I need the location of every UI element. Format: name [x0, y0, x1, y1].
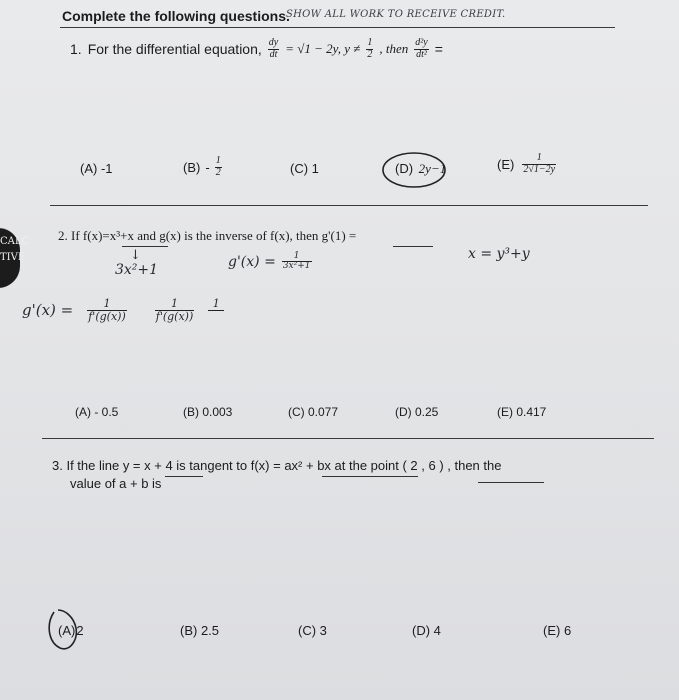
- q2-underline-f: [122, 246, 168, 247]
- q1-choice-c: (C) 1: [290, 161, 319, 176]
- q2-work-derivative: 3x²+1: [115, 262, 159, 278]
- q1-choice-e: (E) $\frac{1}{2√1-2y}$: [497, 152, 556, 175]
- q3-choice-a: (A)2: [58, 623, 84, 638]
- q1-equals: =: [434, 41, 443, 57]
- q1-answer-circle: [380, 148, 450, 190]
- q2-work-gprime: g'(x) = $\frac{1}{\text{3x²+1}}$: [228, 251, 311, 272]
- q2-choice-e: (E) 0.417: [497, 405, 547, 419]
- q3-choice-b: (B) 2.5: [180, 623, 220, 638]
- question-1-stem: For the differential equation,: [87, 41, 262, 57]
- q1-half: $\frac{1}{2}$: [367, 37, 373, 60]
- page-title: Complete the following questions.: [62, 8, 290, 24]
- q2-choice-d: (D) 0.25: [395, 405, 439, 419]
- q3-choice-d: (D) 4: [412, 623, 441, 638]
- margin-tab-label-2: TIVE: [0, 252, 26, 263]
- q2-choice-c: (C) 0.077: [288, 405, 339, 419]
- q2-underline-g: [393, 246, 433, 247]
- q1-equation: = √1 − 2y, y ≠: [285, 41, 361, 56]
- q2-work-swap: x = y³+y: [468, 246, 530, 262]
- q1-dy-dt: $\frac{dy}{dt}$: [268, 37, 279, 60]
- q3-choice-e: (E) 6: [543, 623, 572, 638]
- q3-choice-c: (C) 3: [298, 623, 327, 638]
- question-2: 2. If f(x)=x³+x and g(x) is the inverse of f(x), then g'(1) =: [58, 228, 357, 243]
- q2-work-arrow: ↓: [130, 248, 141, 263]
- q2-rule: [42, 438, 654, 439]
- q2-choice-a: (A) - 0.5: [75, 405, 119, 419]
- margin-tab-label-1: CALC: [0, 236, 30, 247]
- q2-choice-b: (B) 0.003: [183, 405, 233, 419]
- q1-then: , then: [379, 41, 409, 56]
- header-rule: [60, 27, 615, 28]
- question-3-line-2: value of a + b is: [70, 476, 162, 491]
- q1-choice-a: (A) -1: [80, 161, 113, 176]
- q3-underline-fx: [322, 476, 418, 477]
- question-3-line-1: 3. If the line y = x + 4 is tangent to f(x) = ax² + bx at the point ( 2 , 6 ) , then the: [52, 458, 502, 473]
- q1-rule: [50, 205, 648, 206]
- q1-d2y-dt2: $\frac{\text{d²y}}{\text{dt²}}$: [415, 37, 428, 60]
- q3-underline-point: [478, 482, 544, 483]
- q3-underline-line: [165, 476, 203, 477]
- q1-choice-b: (B) - $\frac{1}{2}$: [183, 155, 221, 178]
- question-1-number: 1.: [70, 41, 82, 57]
- q3-answer-circle: [46, 606, 86, 652]
- instructions-note: SHOW ALL WORK TO RECEIVE CREDIT.: [286, 9, 506, 20]
- question-1: [70, 38, 443, 60]
- q1-choice-d: (D) 2y−1: [395, 161, 447, 176]
- q2-work-line3: g'(x) = $\frac{1}{f'(g(x))}$ $\frac{1}{f'(g(x))}$ 1: [22, 298, 224, 322]
